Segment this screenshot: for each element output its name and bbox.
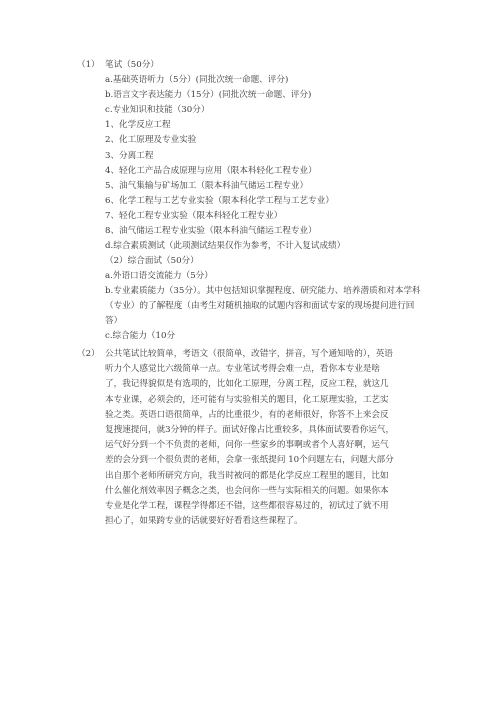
section1-item: a.基础英语听力（5分）(同批次统一命题、评分) [105,75,289,85]
section1-item: 4、轻化工产品合成原理与应用（限本科轻化工程专业） [105,166,317,176]
section1-item: （2）综合面试（50分） [105,256,199,266]
section2-paragraph: 公共笔试比较简单，考语文（很简单，改错字，拼音，写个通知啥的），英语听力个人感觉比六级简单一点。专业笔试考得会难一点，看你本专业是啥了，我记得貌似是有选项的，比如化工原理，分离工程，反应工程，就这几本专业课，必须会的，还可能有与实验相关的题目，化工原理实验，工艺实验之类。英语口语很简单，占的比重很少，有的老师很好，你答不上来会反复搜速提问，就3分钟的样子。面试好像占比重较多，具体面试要看你运气，运气好分到一个不负责的老师，问你一些家乡的事啊或者个人喜好啊，运气差的会分到一个很负责的老师，会拿一张纸提问 10个问题左右，问题大部分出自那个老师所研究方向，我当时被问的都是化学反应工程里的题目，比如什么催化剂效率因子概念之类，也会问你一些与实际相关的问题。如果你本专业是化学工程，课程学得都还不错，这些都很容易过的，初试过了就不用担心了，如果跨专业的话就要好好看看这些课程了。 [105,349,395,527]
section1-heading: 笔试（50分） [105,60,159,70]
section1-item: c.综合能力（10分 [105,331,176,341]
section1-item: a.外语口语交流能力（5分） [105,271,213,281]
section1-item: 3、分离工程 [105,151,154,161]
section1-item: （专业）的了解程度（由考生对随机抽取的试题内容和面试专家的现场提问进行回 [105,301,415,311]
section1-item: 5、油气集输与矿场加工（限本科油气储运工程专业） [105,181,309,191]
section1-item: 8、油气储运工程专业实验（限本科油气储运工程专业） [105,226,317,236]
section1-item: 答） [105,316,123,326]
section1-item: 6、化学工程与工艺专业实验（限本科化学工程与工艺专业） [105,196,334,206]
section1-item: c.专业知识和技能（30分） [105,105,210,115]
section1-marker: （1） [77,60,100,70]
section1-item: 7、轻化工程专业实验（限本科轻化工程专业） [105,211,283,221]
section1-item: b.语言文字表达能力（15分）(同批次统一命题、评分) [105,90,312,100]
section1-item: 2、化工原理及专业实验 [105,135,197,145]
section1-item: d.综合素质测试（此项测试结果仅作为参考，不计入复试成绩） [105,241,346,251]
section1-item: 1、化学反应工程 [105,120,171,130]
section1-item: b.专业素质能力（35分）。其中包括知识掌握程度、研究能力、培养潜质和对本学科 [105,286,421,296]
section2-marker: （2） [77,349,100,359]
